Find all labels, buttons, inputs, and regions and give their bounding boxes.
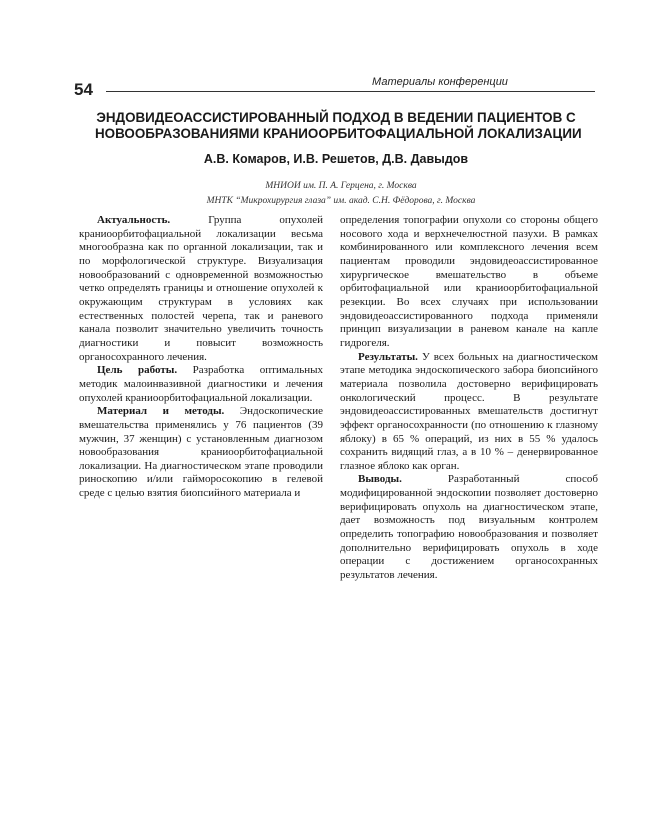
results-text: У всех больных на диагностическом этапе методика эндоскопического забора биопсийного материала позволила достоверно верифицировать онкологический процесс. В результате эндовидеоассистированных вмешательств достигнут эффект органосохранности (по отношению к глазному яблоку) в 65 % операций, из них в 55 % удалось сохранить видящий глаз, а в 10 % – денервированное глазное яблоко как орган. <box>340 350 598 472</box>
right-column <box>340 214 598 583</box>
methods-continuation: определения топографии опухоли со стороны общего носового хода и верхнечелюстной пазухи. В рамках комбинированного или комплексного лечения всем пациентам проводили эндовидеоассистированное хирургическое вмешательство в объеме орбитофациальной или краниоорбитофациальной резекции. Во всех случаях при использовании эндовидеоассистированного подхода применяли принцип визуализации в раневом канале на капле гидрогеля. <box>340 214 598 349</box>
aim-paragraph <box>79 364 323 405</box>
conclusions-paragraph <box>340 473 598 582</box>
affiliation-2: МНТК “Микрохирургия глаза” им. акад. С.Н. Фёдорова, г. Москва <box>206 196 476 206</box>
title-line-1: ЭНДОВИДЕОАССИСТИРОВАННЫЙ ПОДХОД В ВЕДЕНИИ ПАЦИЕНТОВ С <box>96 110 576 125</box>
running-head: Материалы конференции <box>372 76 508 88</box>
relevance-paragraph <box>79 214 323 364</box>
left-column <box>79 214 323 501</box>
conclusions-text: Разработанный способ модифицированной эндоскопии позволяет достоверно верифицировать опухоль на диагностическом этапе, дает возможность под визуальным контролем определить топографию новообразования и позволяет дополнительно верифицировать опухоль в ходе операции с достижением органосохранных результатов лечения. <box>340 473 598 582</box>
aim-label: Цель работы. <box>97 364 178 377</box>
relevance-label: Актуальность. <box>97 214 171 226</box>
title-line-2: НОВООБРАЗОВАНИЯМИ КРАНИООРБИТОФАЦИАЛЬНОЙ ЛОКАЛИЗАЦИИ <box>95 126 582 141</box>
results-paragraph <box>340 351 598 474</box>
methods-paragraph <box>79 405 323 501</box>
methods-text: Эндоскопические вмешательства применялись у 76 пациентов (39 мужчин, 37 женщин) с установленным диагнозом новообразования краниоорбитофациальной локализации. На диагностическом этапе проводили риноскопию и/или гайморосокопию в гелевой среде с целью взятия биопсийного материала и <box>79 405 323 500</box>
aim-text: Разработка оптимальных методик малоинвазивной диагностики и лечения опухолей краниоорбитофациальной локализации. <box>79 364 323 404</box>
methods-label: Материал и методы. <box>97 405 225 418</box>
article-title <box>95 110 582 142</box>
page-number: 54 <box>74 80 93 99</box>
results-label: Результаты. <box>358 350 418 363</box>
header-rule <box>106 91 595 92</box>
affiliation-1: МНИОИ им. П. А. Герцена, г. Москва <box>265 181 417 191</box>
relevance-text: Группа опухолей краниоорбитофациальной локализации весьма многообразна как по органной локализации, так и по морфологической структуре. Визуализация новообразований с одновременной возможностью четко определять границы и отношение опухолей к окружающим структурам в условиях как естественных полостей черепа, так и раневого канала позволит значительно увеличить точность диагностики и повысит возможность органосохранного лечения. <box>79 214 323 363</box>
authors: А.В. Комаров, И.В. Решетов, Д.В. Давыдов <box>203 152 469 166</box>
conclusions-label: Выводы. <box>358 473 402 486</box>
